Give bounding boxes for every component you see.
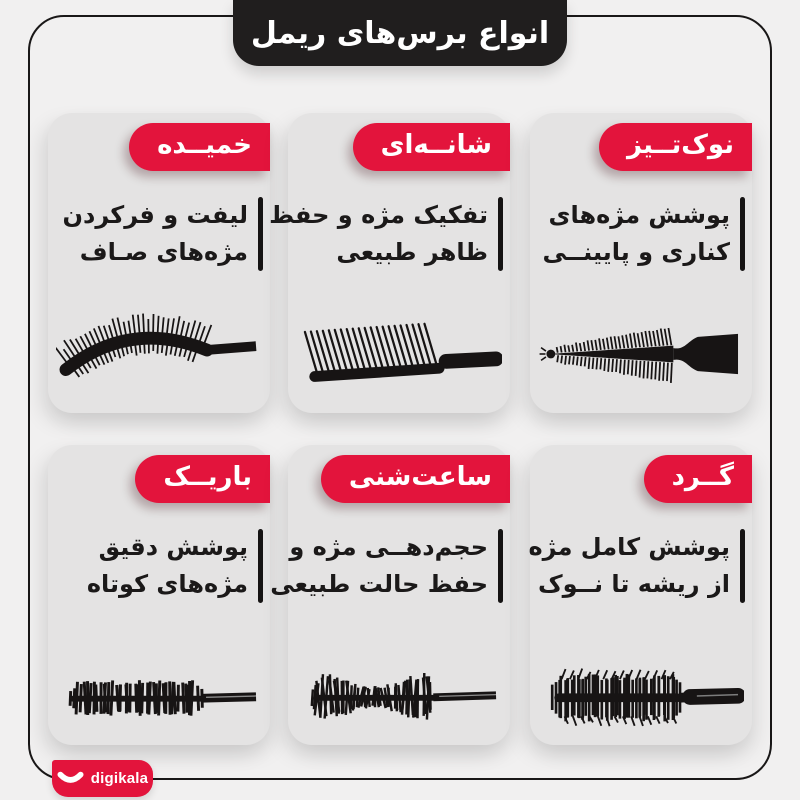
- card-pointed: [530, 113, 752, 413]
- desc-line2: مژه‌های صـاف: [79, 238, 248, 266]
- desc-line1: پوشش کامل مژه: [528, 533, 730, 561]
- desc-line2: کناری و پایینــی: [542, 238, 730, 266]
- desc-line2: حفظ حالت طبیعی: [270, 570, 488, 598]
- quote-bar: [498, 197, 503, 271]
- card-comb: [269, 113, 510, 413]
- hourglass-brush-icon: [296, 637, 502, 735]
- badge-label: خمیــده: [157, 130, 252, 160]
- desc-line2: مژه‌های کوتاه: [86, 570, 248, 598]
- quote-bar: [740, 529, 745, 603]
- badge-label: باریــک: [163, 462, 252, 492]
- badge-label: گــرد: [671, 462, 734, 492]
- quote-bar: [258, 197, 263, 271]
- desc-line1: تفکیک مژه و حفظ: [269, 201, 488, 229]
- badge-label: ساعت‌شنی: [348, 462, 492, 492]
- page-title-text: انواع برس‌های ریمل: [250, 15, 550, 51]
- badge-curved: [129, 123, 270, 171]
- card-description: [63, 197, 263, 271]
- card-description: [542, 197, 745, 271]
- badge-label: شانــه‌ای: [380, 130, 492, 160]
- desc-line1: پوشش دقیق: [98, 533, 248, 561]
- digikala-smile-icon: [57, 771, 84, 786]
- card-curved: [48, 113, 270, 413]
- card-description: [87, 529, 263, 603]
- digikala-wordmark: digikala: [90, 770, 149, 787]
- badge-comb: [353, 123, 510, 171]
- badge-round: [644, 455, 752, 503]
- desc-line1: حجم‌دهــی مژه و: [289, 533, 488, 561]
- card-description: [528, 529, 745, 603]
- desc-line2: از ریشه تا نــوک: [538, 570, 730, 598]
- comb-brush-icon: [296, 305, 502, 403]
- card-hourglass: [270, 445, 510, 745]
- badge-thin: [135, 455, 270, 503]
- quote-bar: [498, 529, 503, 603]
- card-description: [270, 529, 503, 603]
- card-description: [269, 197, 503, 271]
- round-brush-icon: [538, 637, 744, 735]
- pointed-brush-icon: [538, 305, 744, 403]
- page-title: [233, 0, 567, 66]
- badge-pointed: [599, 123, 752, 171]
- desc-line1: لیفت و فرکردن: [62, 201, 248, 229]
- thin-brush-icon: [56, 637, 262, 735]
- card-thin: [48, 445, 270, 745]
- quote-bar: [740, 197, 745, 271]
- badge-label: نوک‌تــیز: [626, 130, 734, 160]
- desc-line2: ظاهر طبیعی: [336, 238, 488, 266]
- desc-line1: پوشش مژه‌های: [548, 201, 730, 229]
- digikala-logo: [52, 760, 153, 797]
- badge-hourglass: [321, 455, 510, 503]
- curved-brush-icon: [56, 305, 262, 403]
- card-round: [530, 445, 752, 745]
- quote-bar: [258, 529, 263, 603]
